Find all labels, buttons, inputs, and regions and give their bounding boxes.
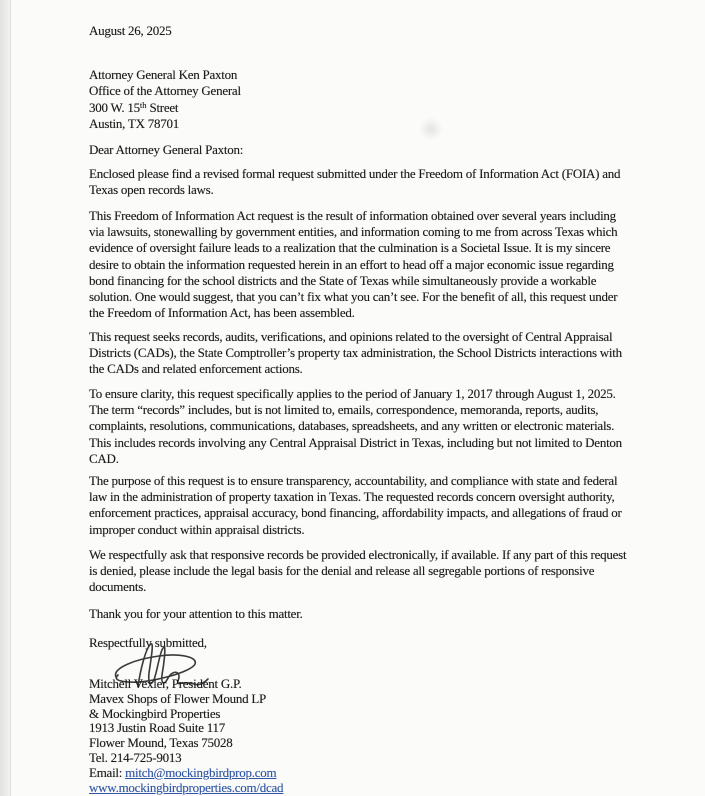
paragraph-line: via lawsuits, stonewalling by government entities, and information coming to me from across Texas which bbox=[89, 224, 618, 240]
signer-city: Flower Mound, Texas 75028 bbox=[89, 735, 233, 751]
paragraph-line: To ensure clarity, this request specifically applies to the period of January 1, 2017 through August 1, 2025. bbox=[89, 386, 616, 401]
recipient-city: Austin, TX 78701 bbox=[89, 115, 180, 131]
paragraph-line: enforcement practices, appraisal accuracy, bond financing, affordability impacts, and allegations of fraud or bbox=[89, 505, 622, 521]
paragraph-scope bbox=[89, 329, 622, 378]
website-link[interactable]: www.mockingbirdproperties.com/dcad bbox=[89, 779, 284, 795]
paragraph-line: the CADs and related enforcement actions. bbox=[89, 361, 303, 377]
signer-company-1: Mavex Shops of Flower Mound LP bbox=[89, 690, 267, 706]
signer-website-line bbox=[89, 781, 283, 796]
paragraph-line: Enclosed please find a revised formal request submitted under the Freedom of Information Act (FOIA) and bbox=[89, 166, 621, 181]
paragraph-line: Texas open records laws. bbox=[89, 182, 214, 198]
email-label: Email: bbox=[89, 764, 126, 780]
paragraph-line: The purpose of this request is to ensure transparency, accountability, and compliance with state and federal bbox=[89, 473, 618, 488]
paragraph-line: This request seeks records, audits, verifications, and opinions related to the oversight of Central Appraisal bbox=[89, 329, 613, 344]
paragraph-background bbox=[89, 208, 617, 321]
salutation: Dear Attorney General Paxton: bbox=[89, 142, 244, 157]
thank-you-line: Thank you for your attention to this matter. bbox=[89, 606, 303, 621]
paragraph-line: CAD. bbox=[89, 450, 119, 466]
paragraph-line: This includes records involving any Central Appraisal District in Texas, including but not limited to Denton bbox=[89, 434, 622, 450]
recipient-office: Office of the Attorney General bbox=[89, 82, 241, 98]
signer-company-2: & Mockingbird Properties bbox=[89, 705, 221, 721]
paragraph-line: evidence of oversight failure leads to a realization that the culmination is a Societal Issue. It is my sincere bbox=[89, 240, 611, 256]
street-suffix: Street bbox=[146, 100, 179, 115]
signer-phone: Tel. 214-725-9013 bbox=[89, 749, 182, 765]
signer-name: Mitchell Vexler, President G.P. bbox=[89, 676, 242, 691]
email-link[interactable]: mitch@mockingbirdprop.com bbox=[125, 764, 277, 780]
recipient-address bbox=[89, 67, 241, 131]
paragraph-line: Districts (CADs), the State Comptroller’s property tax administration, the School Districts interactions with bbox=[89, 345, 622, 361]
recipient-name: Attorney General Ken Paxton bbox=[89, 67, 238, 82]
paragraph-delivery bbox=[89, 547, 626, 596]
signer-email-line bbox=[89, 766, 283, 781]
paragraph-line: solution. One would suggest, that you can’t fix what you can’t see. For the benefit of all, this request under bbox=[89, 289, 618, 305]
recipient-street bbox=[89, 98, 241, 116]
paragraph-enclosed bbox=[89, 166, 620, 198]
paragraph-line: The term “records” includes, but is not limited to, emails, correspondence, memoranda, reports, audits, bbox=[89, 402, 599, 418]
paragraph-purpose bbox=[89, 473, 622, 538]
paragraph-clarity bbox=[89, 386, 622, 467]
paragraph-line: bond financing for the school districts and the State of Texas while simultaneously provide a workable bbox=[89, 272, 597, 288]
closing-line: Respectfully submitted, bbox=[89, 635, 207, 650]
signature-block bbox=[89, 677, 283, 795]
paragraph-line: This Freedom of Information Act request is the result of information obtained over several years including bbox=[89, 208, 616, 223]
street-number: 300 W. 15 bbox=[89, 100, 140, 115]
signer-street: 1913 Justin Road Suite 117 bbox=[89, 720, 226, 736]
scan-page-edge bbox=[0, 0, 11, 796]
letter-date: August 26, 2025 bbox=[89, 23, 172, 38]
paragraph-line: law in the administration of property taxation in Texas. The requested records concern oversight authority, bbox=[89, 489, 615, 505]
paragraph-line: complaints, resolutions, communications, databases, spreadsheets, and any written or electronic materials. bbox=[89, 418, 615, 434]
paragraph-line: We respectfully ask that responsive records be provided electronically, if available. If any part of this request bbox=[89, 547, 627, 562]
paragraph-line: improper conduct within appraisal districts. bbox=[89, 521, 305, 537]
paragraph-line: the Freedom of Information Act, has been assembled. bbox=[89, 305, 355, 321]
paragraph-line: is denied, please include the legal basis for the denial and release all segregable portions of responsive bbox=[89, 563, 595, 579]
scan-smudge bbox=[419, 117, 443, 141]
paragraph-line: desire to obtain the information requested herein in an effort to head off a major economic issue regarding bbox=[89, 256, 614, 272]
street-ordinal-suffix: th bbox=[139, 100, 147, 110]
paragraph-line: documents. bbox=[89, 579, 147, 595]
